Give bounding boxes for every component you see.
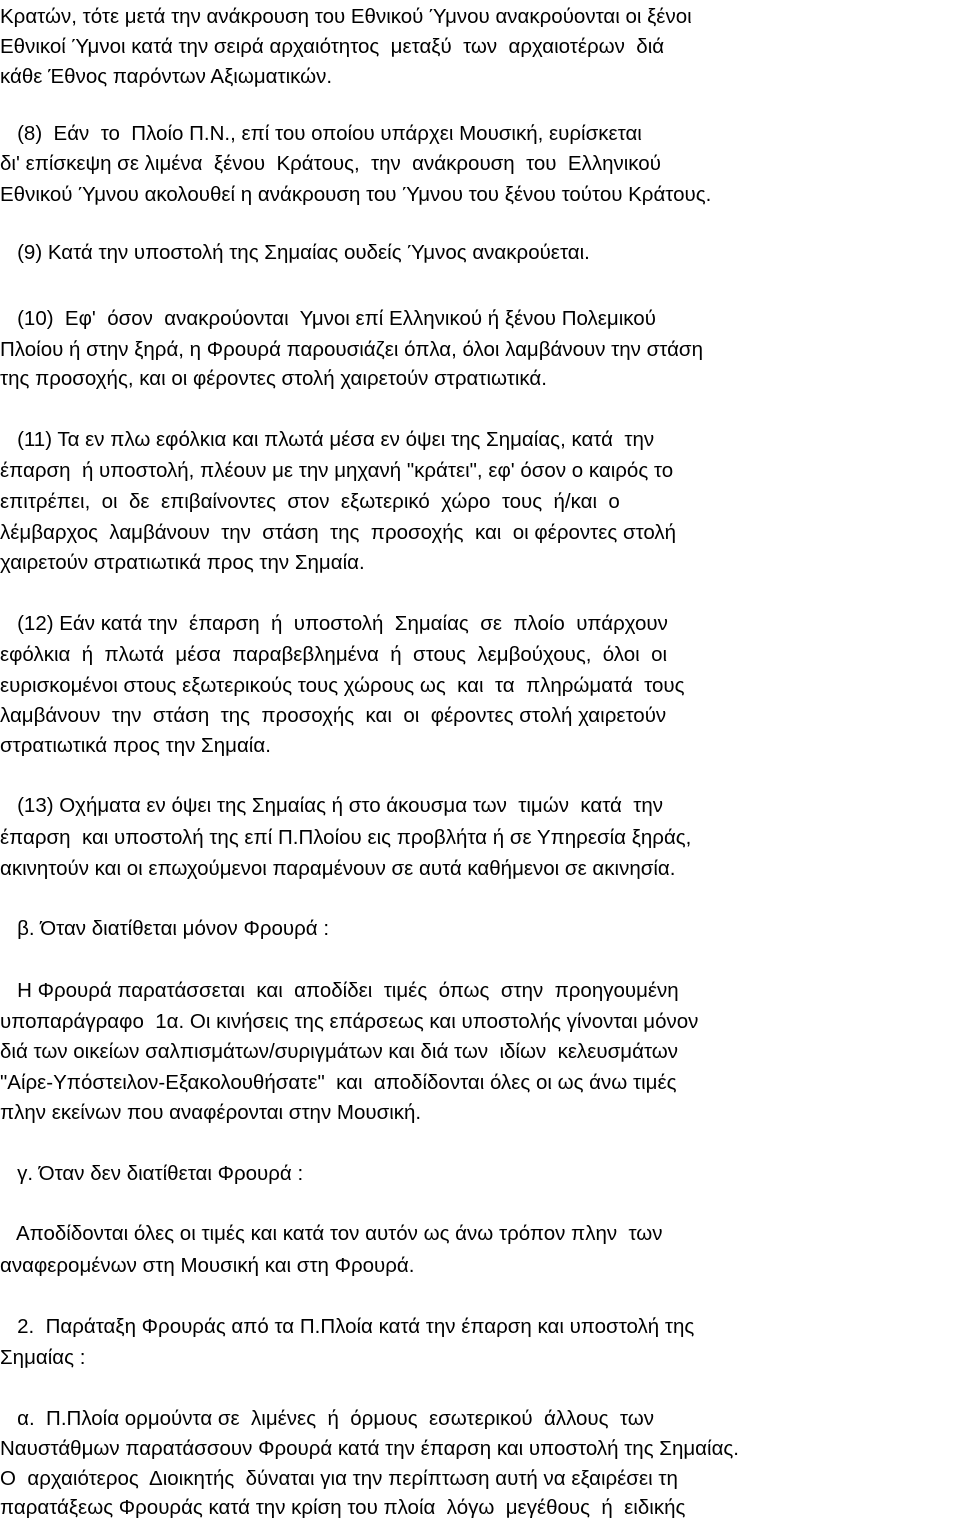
text-line: γ. Όταν δεν διατίθεται Φρουρά :	[0, 1162, 304, 1185]
text-line: (9) Κατά την υποστολή της Σημαίας ουδείς Ύμνος ανακρούεται.	[0, 241, 590, 264]
text-line: πλην εκείνων που αναφέρονται στην Μουσική.	[0, 1101, 422, 1124]
text-line: Εθνικού Ύμνου ακολουθεί η ανάκρουση του Ύμνου του ξένου τούτου Κράτους.	[0, 183, 712, 206]
text-line: διά των οικείων σαλπισμάτων/συριγμάτων και διά των ιδίων κελευσμάτων	[0, 1040, 679, 1063]
text-line: ευρισκομένοι στους εξωτερικούς τους χώρους ως και τα πληρώματά τους	[0, 674, 685, 697]
text-line: (13) Οχήματα εν όψει της Σημαίας ή στο άκουσμα των τιμών κατά την	[0, 794, 663, 817]
text-line: (11) Τα εν πλω εφόλκια και πλωτά μέσα εν όψει της Σημαίας, κατά την	[0, 428, 655, 451]
text-line: Ναυστάθμων παρατάσσουν Φρουρά κατά την έπαρση και υποστολή της Σημαίας.	[0, 1437, 740, 1460]
text-line: (8) Εάν το Πλοίο Π.Ν., επί του οποίου υπάρχει Μουσική, ευρίσκεται	[0, 122, 642, 145]
text-line: δι' επίσκεψη σε λιμένα ξένου Κράτους, την ανάκρουση του Ελληνικού	[0, 152, 661, 175]
text-line: "Αίρε-Υπόστειλον-Εξακολουθήσατε" και αποδίδονται όλες οι ως άνω τιμές	[0, 1071, 677, 1094]
text-line: στρατιωτικά προς την Σημαία.	[0, 734, 271, 757]
text-line: ακινητούν και οι επωχούμενοι παραμένουν σε αυτά καθήμενοι σε ακινησία.	[0, 857, 676, 880]
text-line: εφόλκια ή πλωτά μέσα παραβεβλημένα ή στους λεμβούχους, όλοι οι	[0, 643, 668, 666]
text-line: επιτρέπει, οι δε επιβαίνοντες στον εξωτερικό χώρο τους ή/και ο	[0, 490, 620, 513]
text-line: χαιρετούν στρατιωτικά προς την Σημαία.	[0, 551, 365, 574]
text-line: λέμβαρχος λαμβάνουν την στάση της προσοχής και οι φέροντες στολή	[0, 521, 677, 544]
text-line: α. Π.Πλοία ορμούντα σε λιμένες ή όρμους εσωτερικού άλλους των	[0, 1407, 654, 1430]
text-line: παρατάξεως Φρουράς κατά την κρίση του πλοία λόγω μεγέθους ή ειδικής	[0, 1496, 686, 1519]
text-line: έπαρση και υποστολή της επί Π.Πλοίου εις προβλήτα ή σε Υπηρεσία ξηράς,	[0, 826, 692, 849]
text-line: Αποδίδονται όλες οι τιμές και κατά τον αυτόν ως άνω τρόπον πλην των	[0, 1222, 663, 1245]
text-line: λαμβάνουν την στάση της προσοχής και οι φέροντες στολή χαιρετούν	[0, 704, 667, 727]
text-line: υποπαράγραφο 1α. Οι κινήσεις της επάρσεως και υποστολής γίνονται μόνον	[0, 1010, 699, 1033]
text-line: 2. Παράταξη Φρουράς από τα Π.Πλοία κατά την έπαρση και υποστολή της	[0, 1315, 695, 1338]
text-line: Η Φρουρά παρατάσσεται και αποδίδει τιμές όπως στην προηγουμένη	[0, 979, 679, 1002]
text-line: Πλοίου ή στην ξηρά, η Φρουρά παρουσιάζει όπλα, όλοι λαμβάνουν την στάση	[0, 338, 703, 361]
text-line: β. Όταν διατίθεται μόνον Φρουρά :	[0, 917, 330, 940]
text-line: Κρατών, τότε μετά την ανάκρουση του Εθνικού Ύμνου ανακρούονται οι ξένοι	[0, 5, 692, 28]
text-line: (12) Εάν κατά την έπαρση ή υποστολή Σημαίας σε πλοίο υπάρχουν	[0, 612, 668, 635]
text-line: (10) Εφ' όσον ανακρούονται Υμνοι επί Ελληνικού ή ξένου Πολεμικού	[0, 307, 656, 330]
text-line: Εθνικοί Ύμνοι κατά την σειρά αρχαιότητος μεταξύ των αρχαιοτέρων διά	[0, 35, 665, 58]
text-line: κάθε Έθνος παρόντων Αξιωματικών.	[0, 65, 333, 88]
text-line: Σημαίας :	[0, 1346, 86, 1369]
text-line: της προσοχής, και οι φέροντες στολή χαιρετούν στρατιωτικά.	[0, 367, 547, 390]
text-line: αναφερομένων στη Μουσική και στη Φρουρά.	[0, 1254, 415, 1277]
text-line: Ο αρχαιότερος Διοικητής δύναται για την περίπτωση αυτή να εξαιρέσει τη	[0, 1467, 678, 1490]
text-line: έπαρση ή υποστολή, πλέουν με την μηχανή "κράτει", εφ' όσον ο καιρός το	[0, 459, 674, 482]
